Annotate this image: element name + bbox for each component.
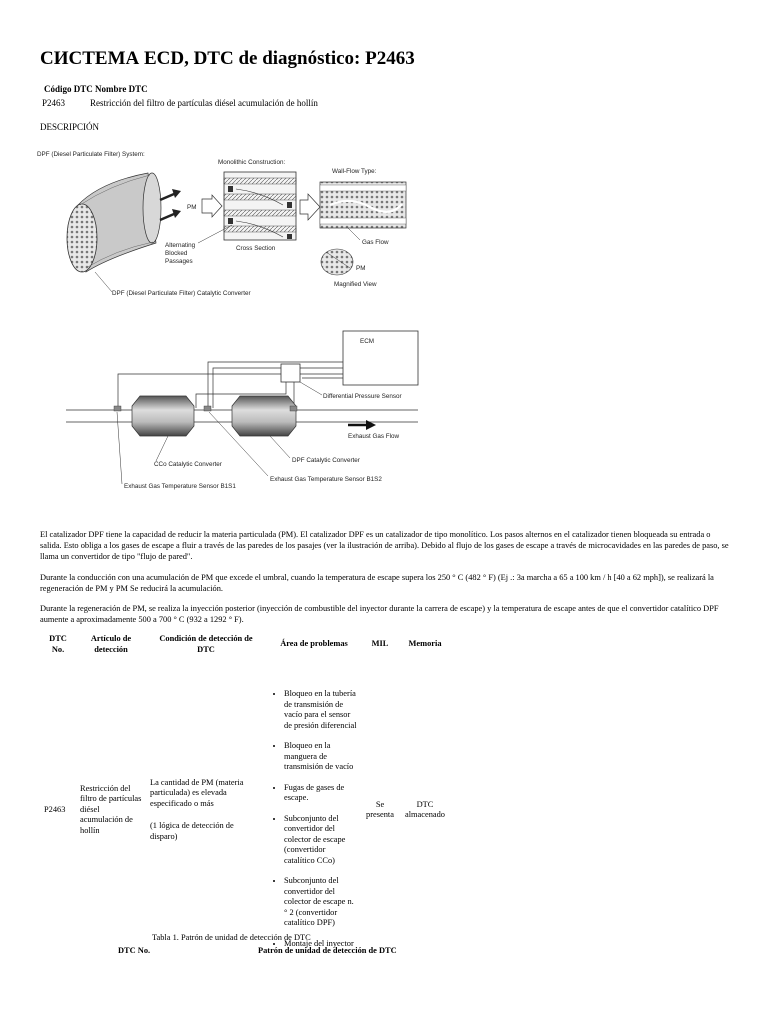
inlet-arrows [160,189,181,220]
paragraph-2: Durante la conducción con una acumulación de PM que excede el umbral, cuando la temperatura de escape supera los 250 ° C (482 ° F) (Ej .: 3a marcha a 65 a 100 km / h [40 a 62 mph]), se realizará la regeneración de PM y PM Se reducirá la acumulación. [40,573,714,593]
dps-box [281,364,300,382]
exhaust-system-diagram [66,331,418,436]
page-title: СИСТЕМА ECD, DTC de diagnóstico: P2463 [40,48,415,69]
magnified-clump [321,249,353,275]
dtc-table-header-row [40,630,452,659]
trouble-area-item: • Montaje del inyector [284,939,358,950]
dpf-leader [270,436,290,458]
fig1-monolithic-label: Monolithic Construction: [218,159,286,166]
gas-flow-leader [348,228,360,240]
footer-header-dtc-no: DTC No. [118,946,151,955]
b1s1-leader [117,412,122,484]
fig2-cco-converter-label: CCo Catalytic Converter [154,461,222,468]
dtc-name: Restricción del filtro de partículas diésel acumulación de hollín [90,98,318,108]
wall-flow-illustration [320,182,406,228]
condition-text-1: La cantidad de PM (materia particulada) es elevada especificado o más [150,777,244,808]
cell-memory: DTC almacenado [405,799,445,819]
cell-trouble-areas [266,659,362,961]
converter-leader [95,272,112,292]
description-heading: DESCRIPCIÓN [40,122,100,132]
fig1-wallflow-label: Wall-Flow Type: [332,168,377,175]
cell-condition [146,659,266,961]
header-condition: Condición de detección de DTC [159,634,253,654]
cco-converter-shape [132,396,194,436]
dpf-cylinder-illustration [67,173,161,272]
dtc-detail-table [40,630,452,961]
cell-item: Restricción del filtro de partículas diésel acumulación de hollín [80,783,142,835]
fig1-alternating-label-3: Passages [165,258,193,265]
trouble-area-item: • Subconjunto del convertidor del colector de escape (convertidor catalítico CCo) [284,814,358,867]
dtc-table-row [40,659,452,961]
ecm-box [343,331,418,385]
fig2-sensor-b1s2-label: Exhaust Gas Temperature Sensor B1S2 [270,476,382,483]
footer-header-pattern: Patrón de unidad de detección de DTC [258,946,397,955]
trouble-area-item: • Fugas de gases de escape. [284,783,358,804]
trouble-area-item: • Bloqueo en la tubería de transmisión de vacío para el sensor de presión diferencial [284,689,358,731]
code-table-header: Código DTC Nombre DTC [44,84,148,94]
fig2-exhaust-flow-label: Exhaust Gas Flow [348,433,400,440]
fig2-dpf-converter-label: DPF Catalytic Converter [292,457,360,464]
header-trouble-area: Área de problemas [280,639,348,649]
fig2-sensor-b1s1-label: Exhaust Gas Temperature Sensor B1S1 [124,483,236,490]
header-item: Artículo de detección [90,634,132,654]
cco-leader [156,436,168,461]
fig1-system-label: DPF (Diesel Particulate Filter) System: [37,151,145,158]
trouble-area-item: • Subconjunto del convertidor del colector de escape n. ° 2 (convertidor catalítico DPF) [284,876,358,929]
fig1-alternating-label-1: Alternating [165,242,196,249]
fig1-magnified-label: Magnified View [334,281,377,288]
fig2-ecm-label: ECM [360,338,374,345]
paragraph-1: El catalizador DPF tiene la capacidad de reducir la materia particulada (PM). El catalizador DPF es un catalizador de tipo monolítico. Los pasos alternos en el catalizador tienen bloqueada su entrada o salida. Esto obliga a los gases de escape a fluir a través de las paredes de los pasajes (ver la ilustración de arriba). Debido al flujo de los gases de escape a través de microcavidades en las paredes de paso, se llama un convertidor de tipo "flujo de pared". [40,530,729,561]
fig1-alternating-label-2: Blocked [165,250,188,257]
trouble-area-list [270,689,358,949]
header-memory: Memoria [408,639,442,649]
fig2-dps-label: Differential Pressure Sensor [323,393,402,400]
fig1-cross-section-label: Cross Section [236,245,276,252]
condition-text-2: (1 lógica de detección de disparo) [150,821,234,841]
pm-arrow [202,195,222,217]
dtc-code: P2463 [42,98,66,108]
magnify-arrow [300,194,320,220]
fig1-gas-flow-label: Gas Flow [362,239,389,246]
dpf-converter-shape [232,396,296,436]
exhaust-flow-arrow [348,420,376,430]
fig1-pm-label: PM [187,204,197,211]
header-dtc-no: DTC No. [49,634,67,654]
cell-dtc-no: P2463 [44,804,66,814]
cell-mil: Se presenta [366,799,394,819]
fig1-pm-label-2: PM [356,265,366,272]
table-caption: Tabla 1. Patrón de unidad de detección de DTC [152,933,311,942]
fig1-converter-label: DPF (Diesel Particulate Filter) Catalytic Converter [112,290,251,297]
cross-section-illustration [224,172,296,240]
paragraph-3: Durante la regeneración de PM, se realiza la inyección posterior (inyección de combustible del inyector durante la carrera de escape) y la temperatura de escape antes de que el convertidor catalítico DPF aumente a aproximadamente 500 a 700 ° C (932 a 1292 ° F). [40,604,719,624]
header-mil: MIL [371,639,389,649]
trouble-area-item: • Bloqueo en la manguera de transmisión de vacío [284,741,358,773]
